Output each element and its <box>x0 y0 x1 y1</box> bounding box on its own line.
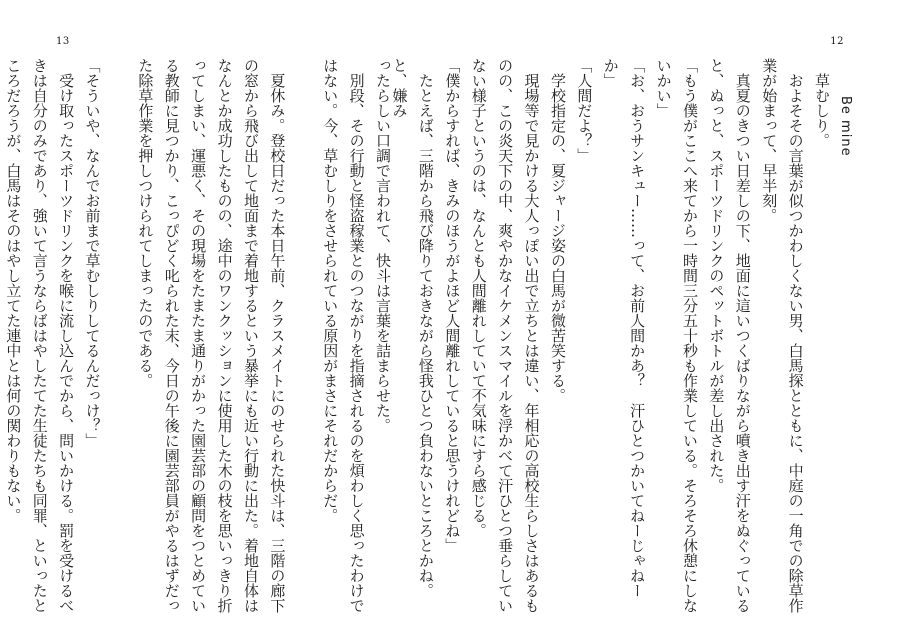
blank-line <box>290 58 316 616</box>
paragraph: 別段、その行動と怪盗稼業とのつながりを指摘されるのを煩わしく思ったわけではない。今、草むしりをさせられている原因がまさにそれだからだ。 <box>321 58 366 613</box>
dialog-line: 「もう僕がここへ来てから一時間三分五十秒も作業している。そろそろ休憩にしないかい」 <box>654 58 699 613</box>
right-page-body <box>390 58 835 616</box>
dialog-line: 「僕からすれば、きみのほうがよほど人間離れしていると思うけれどね」 <box>443 58 462 553</box>
paragraph-continuation: ったらしい口調で言われて、快斗は言葉を詰まらせた。 <box>374 58 392 433</box>
paragraph: たとえば、三階から飛び降りておきながら怪我ひとつ負わないところとかね。と、嫌み <box>390 58 435 598</box>
paragraph: 現場等で見かける大人っぽい出で立ちとは違い、年相応の高校生らしさはあるものの、この炎天下の中、爽やかなイケメンスマイルを浮かべて汗ひとつ垂らしていない様子というのは、なんとも人間離れしていて不気味にすら感じる。 <box>469 58 541 613</box>
page-number-left: 13 <box>56 36 70 47</box>
running-head: Be mine <box>838 96 853 157</box>
page-number-right: 12 <box>830 36 844 47</box>
paragraph: 真夏のきつい日差しの下、地面に這いつくばりながら噴き出す汗をぬぐっていると、ぬっと、スポーツドリンクのペットボトルが差し出された。 <box>707 58 752 613</box>
blank-line <box>106 58 132 616</box>
left-page-body <box>4 58 396 616</box>
paragraph: およそその言葉が似つかわしくない男、白馬探とともに、中庭の一角での除草作業が始まって、早半刻。 <box>760 58 805 613</box>
paragraph: 夏休み。登校日だった本日午前、クラスメイトにのせられた快斗は、三階の廊下の窓から飛び出して地面まで着地するという暴挙にも近い行動に出た。着地自体はなんとか成功したものの、途中のワンクッションに使用した木の枝を思いっきり折ってしまい、運悪く、その現場をたまたま通りがかった園芸部の顧問をつとめている教師に見つかり、こっぴどく叱られた末、今日の午後に園芸部員がやるはずだった除草作業を押しつけられてしまったのである。 <box>136 58 287 613</box>
paragraph: 受け取ったスポーツドリンクを喉に流し込んでから、問いかける。罰を受けるべきは自分のみであり、強いて言うならばはやしたてた生徒たちも同罪、といったところだろうが、白馬はそのはやし立てた連中とは何の関わりもない。 <box>4 58 76 613</box>
paragraph: 草むしり。 <box>813 73 831 148</box>
dialog-line: 「そういや、なんでお前まで草むしりしてるんだっけ？」 <box>83 58 102 448</box>
right-page <box>390 0 900 634</box>
paragraph: 学校指定の、夏ジャージ姿の白馬が微苦笑する。 <box>548 73 567 403</box>
dialog-line: 「お、おうサンキュー……って、お前人間かあ？ 汗ひとつかいてねーじゃねーか」 <box>601 58 647 598</box>
dialog-line: 「人間だよ？」 <box>575 58 594 163</box>
